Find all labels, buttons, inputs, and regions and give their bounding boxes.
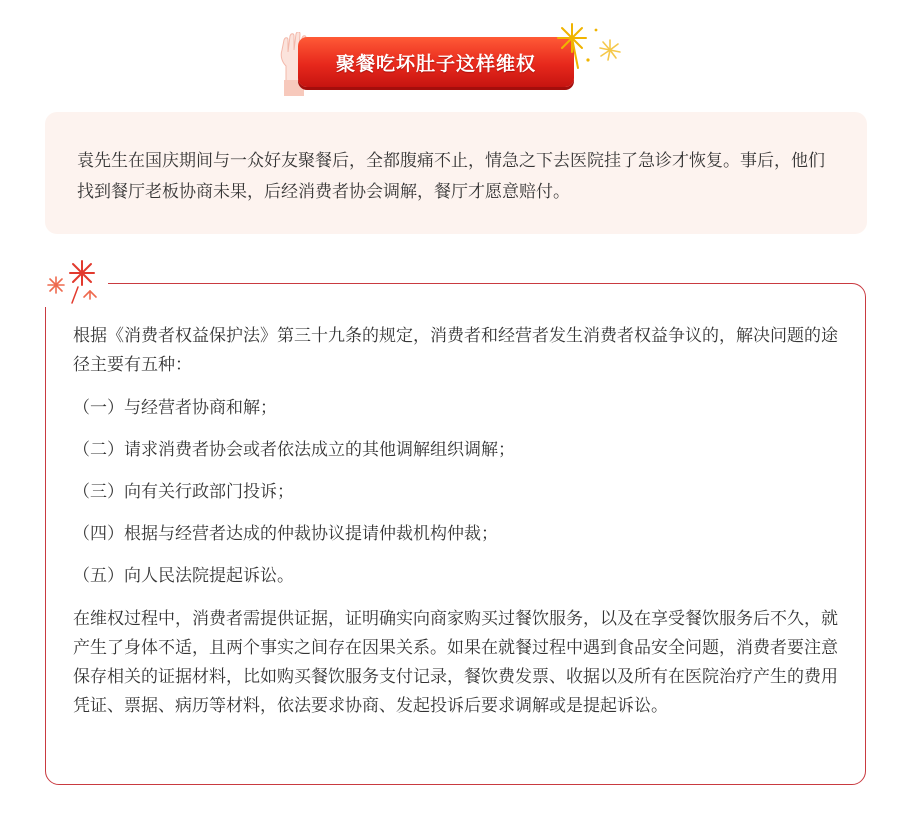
list-item: （二）请求消费者协会或者依法成立的其他调解组织调解； bbox=[73, 440, 515, 460]
closing-paragraph: 在维权过程中，消费者需提供证据，证明确实向商家购买过餐饮服务，以及在享受餐饮服务后不久，就产生了身体不适，且两个事实之间存在因果关系。如果在就餐过程中遇到食品安全问题，消费者要注意保存相关的证据材料，比如购买餐饮服务支付记录，餐饮费发票、收据以及所有在医院治疗产生的费用凭证、票据、病历等材料，依法要求协商、发起投诉后要求调解或是提起诉讼。 bbox=[73, 609, 838, 716]
title-banner bbox=[298, 37, 574, 87]
list-item: （四）根据与经营者达成的仲裁协议提请仲裁机构仲裁； bbox=[73, 524, 498, 544]
firework-gold-icon bbox=[552, 20, 626, 82]
firework-red-icon bbox=[42, 257, 108, 307]
intro-text: 袁先生在国庆期间与一众好友聚餐后，全都腹痛不止，情急之下去医院挂了急诊才恢复。事后，他们找到餐厅老板协商未果，后经消费者协会调解，餐厅才愿意赔付。 bbox=[77, 151, 825, 202]
law-intro-paragraph: 根据《消费者权益保护法》第三十九条的规定，消费者和经营者发生消费者权益争议的，解决问题的途径主要有五种： bbox=[73, 326, 838, 375]
card-content bbox=[73, 322, 843, 721]
list-item: （三）向有关行政部门投诉； bbox=[73, 482, 294, 502]
list-item: （一）与经营者协商和解； bbox=[73, 398, 277, 418]
page-title: 聚餐吃坏肚子这样维权 bbox=[335, 52, 536, 75]
title-header bbox=[270, 20, 626, 96]
list-item: （五）向人民法院提起诉讼。 bbox=[73, 566, 294, 586]
rights-card bbox=[45, 283, 866, 785]
intro-box bbox=[45, 112, 867, 234]
